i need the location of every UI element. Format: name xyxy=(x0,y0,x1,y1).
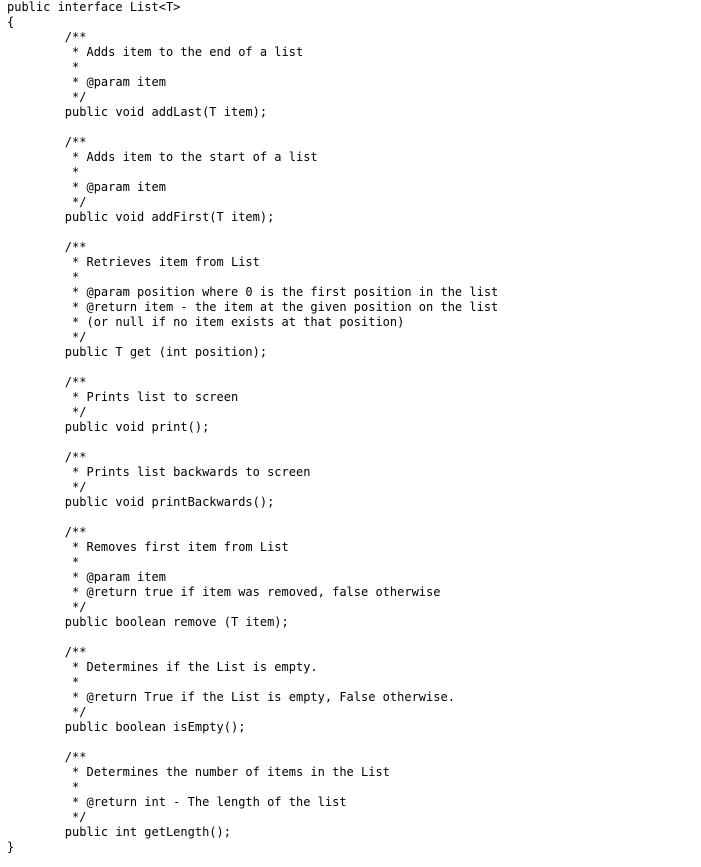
code-line: public interface List<T> xyxy=(7,0,181,14)
code-line xyxy=(7,225,498,240)
code-line: * Determines the number of items in the List xyxy=(7,765,390,779)
code-line: /** xyxy=(7,750,87,764)
code-line: public void addFirst(T item); xyxy=(7,210,275,224)
code-line: /** xyxy=(7,135,87,149)
code-line: * Adds item to the end of a list xyxy=(7,45,304,59)
code-line: * (or null if no item exists at that position) xyxy=(7,315,405,329)
code-line xyxy=(7,435,498,450)
code-line: public void printBackwards(); xyxy=(7,495,275,509)
code-line: public void addLast(T item); xyxy=(7,105,268,119)
code-line: */ xyxy=(7,195,87,209)
code-line: * Removes first item from List xyxy=(7,540,289,554)
code-line: } xyxy=(7,840,15,854)
code-line: */ xyxy=(7,90,87,104)
code-line: * Adds item to the start of a list xyxy=(7,150,318,164)
code-line: * xyxy=(7,165,80,179)
code-line: /** xyxy=(7,450,87,464)
code-line xyxy=(7,120,498,135)
code-line: */ xyxy=(7,810,87,824)
code-line xyxy=(7,360,498,375)
code-line: public void print(); xyxy=(7,420,210,434)
code-line xyxy=(7,630,498,645)
code-line: public int getLength(); xyxy=(7,825,231,839)
code-line: */ xyxy=(7,600,87,614)
code-line: * xyxy=(7,60,80,74)
code-line: /** xyxy=(7,525,87,539)
code-line: * Determines if the List is empty. xyxy=(7,660,318,674)
code-line: * @param position where 0 is the first position in the list xyxy=(7,285,499,299)
code-line: /** xyxy=(7,30,87,44)
code-line: * xyxy=(7,555,80,569)
code-line: * Prints list to screen xyxy=(7,390,239,404)
code-line: /** xyxy=(7,645,87,659)
code-line: * @param item xyxy=(7,180,166,194)
code-line xyxy=(7,735,498,750)
code-line: * @return True if the List is empty, False otherwise. xyxy=(7,690,455,704)
code-line: * xyxy=(7,780,80,794)
code-line: * xyxy=(7,675,80,689)
code-line: * Retrieves item from List xyxy=(7,255,260,269)
code-line: * @param item xyxy=(7,75,166,89)
code-line: public boolean isEmpty(); xyxy=(7,720,246,734)
code-line: * @return item - the item at the given position on the list xyxy=(7,300,499,314)
code-line: { xyxy=(7,15,15,29)
code-line: * xyxy=(7,270,80,284)
code-listing xyxy=(7,0,498,855)
code-line: * @return int - The length of the list xyxy=(7,795,347,809)
code-line: public boolean remove (T item); xyxy=(7,615,289,629)
code-line: /** xyxy=(7,375,87,389)
code-line: public T get (int position); xyxy=(7,345,268,359)
code-line: * @return true if item was removed, false otherwise xyxy=(7,585,441,599)
code-line: */ xyxy=(7,330,87,344)
code-line: */ xyxy=(7,405,87,419)
code-line: /** xyxy=(7,240,87,254)
code-line: */ xyxy=(7,480,87,494)
code-line xyxy=(7,510,498,525)
code-line: */ xyxy=(7,705,87,719)
code-line: * Prints list backwards to screen xyxy=(7,465,311,479)
code-line: * @param item xyxy=(7,570,166,584)
